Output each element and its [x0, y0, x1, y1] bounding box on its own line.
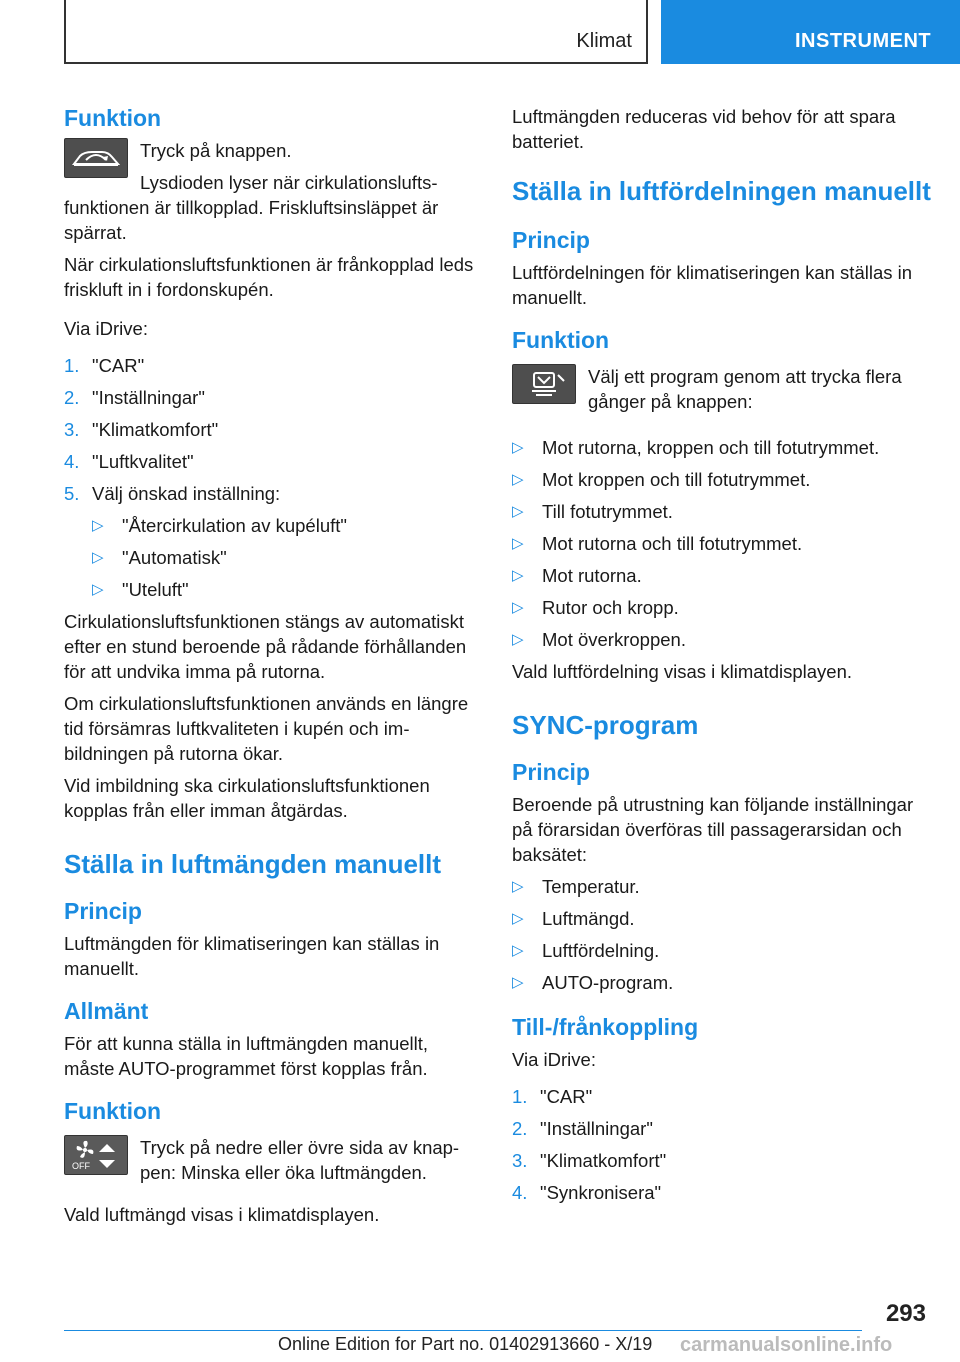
- idrive-steps-list: [64, 353, 482, 506]
- heading-princip: Princip: [512, 759, 590, 785]
- list-item: [512, 467, 932, 492]
- list-item: [512, 874, 932, 899]
- paragraph: Cirkulationsluftsfunktionen stängs av automatiskt efter en stund beroende på rådande förhållanden för att undvika imma på rutorna.: [64, 611, 467, 682]
- distribution-options-list: [512, 435, 932, 652]
- list-item: [512, 627, 932, 652]
- list-item: [512, 906, 932, 931]
- triangle-bullet-icon: ▷: [512, 535, 524, 552]
- triangle-bullet-icon: ▷: [92, 517, 104, 534]
- option-text: "Återcirkulation av kupéluft": [122, 515, 347, 536]
- triangle-bullet-icon: ▷: [512, 599, 524, 616]
- fig1-line2: Lysdioden lyser när cirkulationslufts-: [140, 172, 438, 193]
- header-chapter: INSTRUMENT: [661, 0, 960, 64]
- step-number: 2.: [512, 1118, 528, 1139]
- list-item: [64, 385, 482, 410]
- list-item: [512, 531, 932, 556]
- option-text: Luftmängd.: [542, 908, 635, 929]
- step-text: "Inställningar": [92, 387, 205, 408]
- recirculation-car-icon: [64, 138, 128, 178]
- heading-allmant: Allmänt: [64, 998, 149, 1024]
- air-distribution-icon: [512, 364, 576, 404]
- heading-funktion: Funktion: [64, 105, 162, 131]
- triangle-bullet-icon: ▷: [512, 910, 524, 927]
- option-text: "Automatisk": [122, 547, 227, 568]
- step-text: "Inställningar": [540, 1118, 653, 1139]
- list-item: [512, 970, 932, 995]
- triangle-bullet-icon: ▷: [512, 567, 524, 584]
- heading-luftmangd: Ställa in luftmängden manuellt: [64, 849, 442, 879]
- option-text: Rutor och kropp.: [542, 597, 679, 618]
- paragraph: När cirkulationsluftsfunktionen är frånkopplad leds friskluft in i fordonskupén.: [64, 254, 474, 300]
- step-number: 4.: [64, 451, 80, 472]
- paragraph: Om cirkulationsluftsfunktionen används en längre tid försämras luftkvaliteten i kupén och im-bildningen på rutorna ökar.: [64, 693, 469, 764]
- watermark: carmanualsonline.info: [680, 1334, 893, 1356]
- list-item: [512, 595, 932, 620]
- sync-steps-list: [512, 1084, 932, 1205]
- paragraph: För att kunna ställa in luftmängden manuellt, måste AUTO-programmet först kopplas från.: [64, 1033, 429, 1079]
- paragraph: Via iDrive:: [512, 1049, 596, 1070]
- step-number: 4.: [512, 1182, 528, 1203]
- option-text: "Uteluft": [122, 579, 189, 600]
- option-text: AUTO-program.: [542, 972, 674, 993]
- footer-edition: Online Edition for Part no. 01402913660 - X/19: [278, 1334, 653, 1354]
- list-item: [512, 563, 932, 588]
- list-item: [64, 353, 482, 378]
- step-text: "CAR": [92, 355, 145, 376]
- paragraph: Luftmängden för klimatiseringen kan ställas in manuellt.: [64, 933, 440, 979]
- list-item: [512, 499, 932, 524]
- left-column: [64, 100, 482, 1234]
- header-section-box: [64, 0, 648, 64]
- list-item: [512, 938, 932, 963]
- list-item: [64, 417, 482, 442]
- heading-luftfordelning: Ställa in luftfördelningen manuellt: [512, 176, 931, 206]
- step-text: "Synkronisera": [540, 1182, 662, 1203]
- page-number: 293: [885, 1300, 926, 1327]
- fig2-text: Tryck på nedre eller övre sida av knap-pen: Minska eller öka luftmängden.: [140, 1137, 460, 1183]
- paragraph: Vald luftfördelning visas i klimatdisplayen.: [512, 661, 853, 682]
- heading-princip: Princip: [64, 898, 142, 924]
- triangle-bullet-icon: ▷: [92, 549, 104, 566]
- step-number: 1.: [64, 355, 80, 376]
- step-text: "Klimatkomfort": [540, 1150, 667, 1171]
- list-item: [512, 1084, 932, 1109]
- paragraph: Via iDrive:: [64, 318, 148, 339]
- option-text: Mot rutorna, kroppen och till fotutrymmet.: [542, 437, 880, 458]
- heading-till-frankoppling: Till-/frånkoppling: [512, 1014, 699, 1040]
- paragraph: Luftfördelningen för klimatiseringen kan ställas in manuellt.: [512, 262, 913, 308]
- list-item: [64, 545, 482, 570]
- list-item: [512, 1180, 932, 1205]
- figure-fan: [64, 1135, 482, 1192]
- paragraph: Vald luftmängd visas i klimatdisplayen.: [64, 1204, 380, 1225]
- list-item: [512, 435, 932, 460]
- list-item: [64, 513, 482, 538]
- step-text: "CAR": [540, 1086, 593, 1107]
- step-number: 1.: [512, 1086, 528, 1107]
- list-item: [64, 481, 482, 506]
- setting-options-list: [64, 513, 482, 602]
- step-number: 2.: [64, 387, 80, 408]
- heading-princip: Princip: [512, 227, 590, 253]
- triangle-bullet-icon: ▷: [512, 439, 524, 456]
- step-number: 3.: [64, 419, 80, 440]
- triangle-bullet-icon: ▷: [512, 631, 524, 648]
- option-text: Luftfördelning.: [542, 940, 660, 961]
- header-section: Klimat: [576, 30, 632, 52]
- right-column: [512, 100, 932, 1212]
- fan-off-icon: [64, 1135, 128, 1175]
- step-number: 5.: [64, 483, 80, 504]
- footer-divider: [64, 1330, 862, 1331]
- heading-funktion: Funktion: [64, 1098, 162, 1124]
- triangle-bullet-icon: ▷: [512, 471, 524, 488]
- option-text: Temperatur.: [542, 876, 640, 897]
- heading-funktion: Funktion: [512, 327, 610, 353]
- list-item: [512, 1116, 932, 1141]
- paragraph: Luftmängden reduceras vid behov för att spara batteriet.: [512, 106, 896, 152]
- option-text: Till fotutrymmet.: [542, 501, 673, 522]
- step-text: "Klimatkomfort": [92, 419, 219, 440]
- triangle-bullet-icon: ▷: [92, 581, 104, 598]
- list-item: [512, 1148, 932, 1173]
- list-item: [64, 449, 482, 474]
- option-text: Mot överkroppen.: [542, 629, 686, 650]
- step-text: Välj önskad inställning:: [92, 483, 281, 504]
- paragraph: Beroende på utrustning kan följande inställningar på förarsidan överföras till passagerarsidan och baksätet:: [512, 794, 914, 865]
- fig-text: Välj ett program genom att trycka flera gånger på knappen:: [588, 366, 902, 412]
- list-item: [64, 577, 482, 602]
- heading-sync: SYNC-program: [512, 710, 699, 740]
- option-text: Mot rutorna och till fotutrymmet.: [542, 533, 803, 554]
- step-number: 3.: [512, 1150, 528, 1171]
- triangle-bullet-icon: ▷: [512, 942, 524, 959]
- triangle-bullet-icon: ▷: [512, 974, 524, 991]
- figure-recirculation: [64, 138, 482, 195]
- option-text: Mot kroppen och till fotutrymmet.: [542, 469, 811, 490]
- triangle-bullet-icon: ▷: [512, 503, 524, 520]
- step-text: "Luftkvalitet": [92, 451, 194, 472]
- option-text: Mot rutorna.: [542, 565, 642, 586]
- figure-air-distribution: [512, 364, 932, 421]
- triangle-bullet-icon: ▷: [512, 878, 524, 895]
- paragraph: funktionen är tillkopplad. Friskluftsinsläppet är spärrat.: [64, 197, 439, 243]
- paragraph: Vid imbildning ska cirkulationsluftsfunktionen kopplas från eller imman åtgärdas.: [64, 775, 430, 821]
- sync-items-list: [512, 874, 932, 995]
- fig1-line1: Tryck på knappen.: [140, 140, 292, 161]
- svg-text:OFF: OFF: [72, 1161, 90, 1171]
